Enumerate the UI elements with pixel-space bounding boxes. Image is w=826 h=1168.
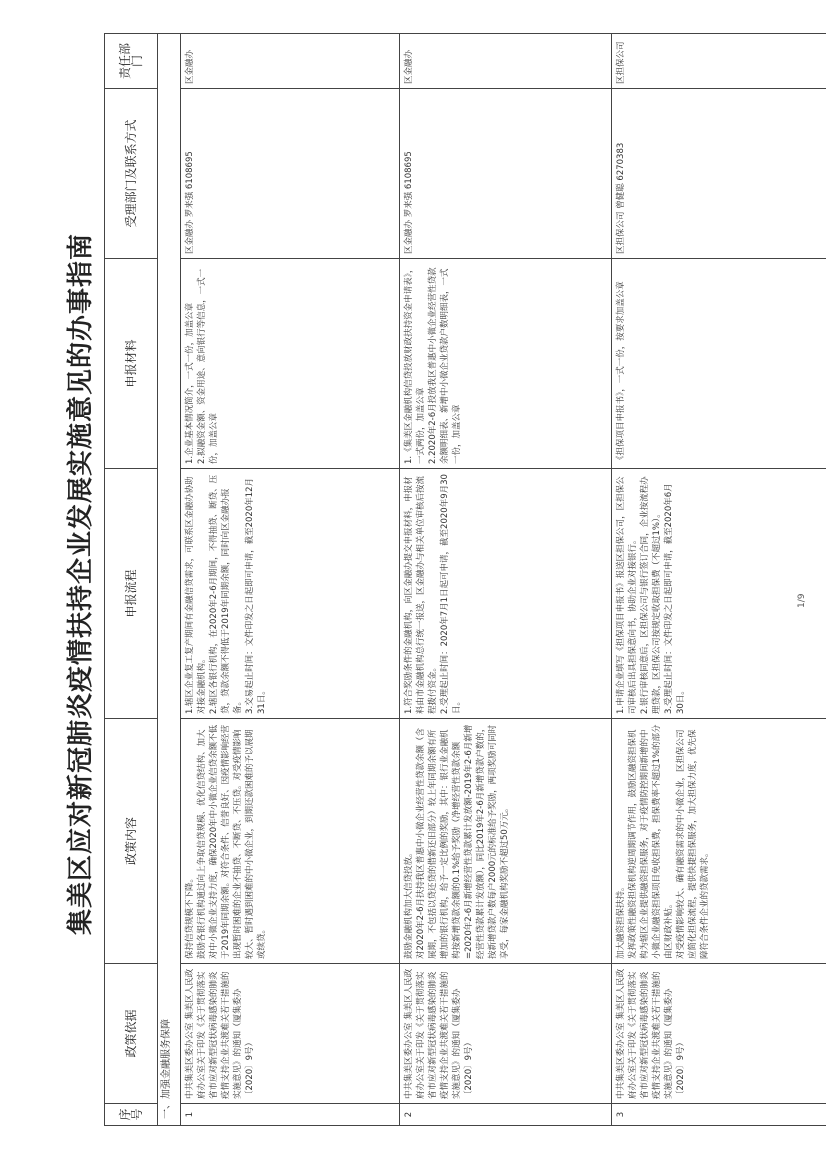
policy-content (181, 719, 400, 964)
row-number: 3 (612, 1104, 826, 1126)
header-dept: 责任部门 (105, 34, 158, 89)
application-materials (400, 259, 612, 469)
process-step: 1.辖区企业复工复产期间有金融信贷需求，可联系区金融办协助对接金融机构。 (185, 476, 207, 714)
responsible-dept: 区金融办 (181, 34, 400, 89)
policy-content-line: 加大融资担保扶持。 (616, 882, 626, 959)
application-process (400, 469, 612, 719)
table-row (612, 34, 826, 1126)
process-step: 3.受理起止时间：文件印发之日起即可申请，截至2020年6月30日。 (664, 483, 686, 714)
process-step: 1.申请企业填写《担保项目申报书》报送区担保公司，区担保公司审核后出具担保意向书，协助企业对接银行。 (616, 476, 638, 714)
policy-content-line: 对受疫情影响较大、确有融资需求的中小微企业，区担保公司应简化担保流程，提供快捷担保服务，加大担保力度，优先保障符合条件企业的贷款需求。 (676, 729, 710, 959)
contact-info: 区担保公司 曾健聪 6270383 (612, 89, 826, 259)
application-process (612, 469, 826, 719)
contact-info: 区金融办 罗来强 6108695 (181, 89, 400, 259)
table-row (181, 34, 400, 1126)
application-process (181, 469, 400, 719)
material-item: 1.《集美区金融机构信贷投放财政扶持资金申请表》，一式两份，加盖公章 (404, 264, 426, 464)
header-contact: 受理部门及联系方式 (105, 89, 158, 259)
header-content: 政策内容 (105, 719, 158, 964)
application-materials (612, 259, 826, 469)
policy-content-line: 对2020年2-6月扶持我区普惠中小微企业经营性贷款余额（含展期，不包括以贷还贷的借新还旧部分）较上年同期余额有所增加的银行机构，给予一定比例的奖励，其中：银行业金融机构按新增贷款余额的0.1%给予奖励（净增经营性贷款余额=2020年2-6月新增经营性贷款累计发放额-2019年2-6月新增经营性贷款累计发放额），同比2019年2-6月新增贷款户数的，按新增贷款户数每户2000元的标准给予奖励，两项奖励可同时享受，每家金融机构奖励不超过50万元。 (416, 723, 510, 959)
header-process: 申报流程 (105, 469, 158, 719)
policy-content (612, 719, 826, 964)
policy-basis: 中共集美区委办公室 集美区人民政府办公室关于印发《关于贯彻落实省市应对新型冠状病毒感染的肺炎疫情支持企业共渡难关若干措施的实施意见》的通知（厦集委办〔2020〕9号） (612, 964, 826, 1104)
responsible-dept: 区金融办 (400, 34, 612, 89)
section-title: 一、加强金融服务保障 (158, 34, 181, 1126)
process-step: 3.交易起止时间：文件印发之日起即可申请，截至2020年12月31日。 (245, 477, 267, 714)
material-item: 《担保项目申报书》，一式一份，按要求加盖公章 (616, 281, 626, 464)
contact-info: 区金融办 罗来强 6108695 (400, 89, 612, 259)
material-item: 2.2020年2-6月投放我区普惠中小微企业经营性贷款余额明细表、新增中小微企业贷款户数明细表，一式一份，加盖公章 (428, 267, 462, 464)
policy-basis: 中共集美区委办公室 集美区人民政府办公室关于印发《关于贯彻落实省市应对新型冠状病毒感染的肺炎疫情支持企业共渡难关若干措施的实施意见》的通知（厦集委办〔2020〕9号） (400, 964, 612, 1104)
responsible-dept: 区担保公司 (612, 34, 826, 89)
row-number: 1 (181, 1104, 400, 1126)
policy-basis: 中共集美区委办公室 集美区人民政府办公室关于印发《关于贯彻落实省市应对新型冠状病毒感染的肺炎疫情支持企业共渡难关若干措施的实施意见》的通知（厦集委办〔2020〕9号） (181, 964, 400, 1104)
process-step: 2.银行审核同意后，区担保公司与银行签订合同，企业按流程办理贷款，区担保公司按规定收取担保费（不超过1%）。 (640, 476, 662, 714)
page-number: 1/9 (797, 593, 807, 608)
header-basis: 政策依据 (105, 964, 158, 1104)
table-row (400, 34, 612, 1126)
table-header-row (105, 34, 158, 1126)
policy-content-line: 保持信贷规模不下降。 (185, 873, 195, 959)
process-step: 2.受理起止时间：2020年7月1日起可申请，截至2020年9月30日。 (440, 474, 462, 714)
process-step: 2.辖区各银行机构，在2020年2-6月期间，不得抽贷、断贷、压贷，贷款余额不得低于2019年同期余额，同时向区金融办报备。 (209, 474, 243, 714)
application-materials (181, 259, 400, 469)
row-number: 2 (400, 1104, 612, 1126)
process-step: 1.符合奖励条件的金融机构，向区金融办提交申报材料，申报材料由市金融机构总行统一报送，区金融办与相关单位审核后按流程拨付资金。 (404, 475, 438, 714)
material-item: 2.拟融资金额、资金用途、意向银行等信息，一式一份，加盖公章 (197, 268, 219, 464)
policy-table (104, 33, 826, 1126)
header-no: 序号 (105, 1104, 158, 1126)
policy-content-line: 鼓励各银行机构通过向上争取信贷规模、优化信贷结构、加大对中小微企业支持力度，确保2020年中小微企业信贷余额不低于2019年同期余额。对符合条件、信誉良好、因疫情影响经营出现暂时困难的企业不抽贷、不断贷、不压贷。对受疫情影响较大、暂时遇到困难的中小微企业，到期还款困难的予以展期或续贷。 (197, 724, 267, 959)
policy-content-line: 发挥政策性融资担保机构逆周期调节作用，鼓励区融资担保机构为辖区企业提供融资担保服务，对于疫情防控期间新增的中小微企业融资担保项目免收担保费，担保费率不超过1%的部分由区财政补贴。 (628, 724, 674, 959)
section-row (158, 34, 181, 1126)
header-materials: 申报材料 (105, 259, 158, 469)
material-item: 1.企业基本情况简介，一式一份，加盖公章 (185, 302, 195, 464)
policy-content (400, 719, 612, 964)
document-title: 集美区应对新冠肺炎疫情扶持企业发展实施意见的办事指南 (66, 233, 96, 936)
policy-content-line: 鼓励金融机构加大信贷投放。 (404, 848, 414, 959)
